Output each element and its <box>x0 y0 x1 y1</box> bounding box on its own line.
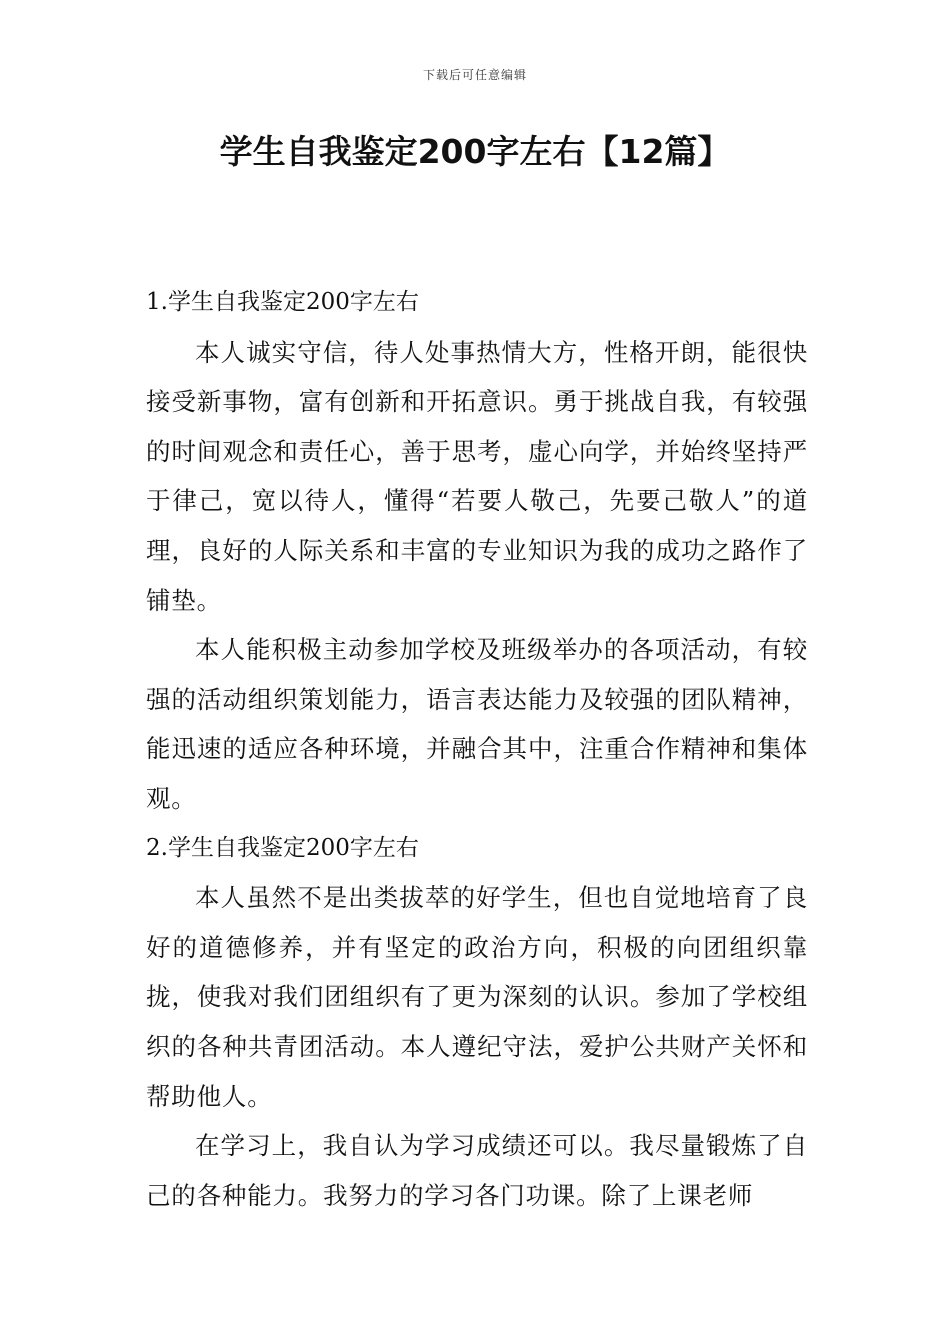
paragraph: 本人诚实守信，待人处事热情大方，性格开朗，能很快接受新事物，富有创新和开拓意识。勇于挑战自我，有较强的时间观念和责任心，善于思考，虚心向学，并始终坚持严于律己，宽以待人，懂得“若要人敬己，先要己敬人”的道理，良好的人际关系和丰富的专业知识为我的成功之路作了铺垫。 <box>146 337 808 615</box>
section-2 <box>146 824 808 1221</box>
section-1 <box>146 278 808 824</box>
header-note: 下载后可任意编辑 <box>422 68 527 82</box>
section-heading: 1.学生自我鉴定200字左右 <box>146 289 419 315</box>
document-body <box>146 278 808 1220</box>
paragraph: 在学习上，我自认为学习成绩还可以。我尽量锻炼了自己的各种能力。我努力的学习各门功课。除了上课老师 <box>146 1131 808 1210</box>
paragraph: 本人虽然不是出类拔萃的好学生，但也自觉地培育了良好的道德修养，并有坚定的政治方向，积极的向团组织靠拢，使我对我们团组织有了更为深刻的认识。参加了学校组织的各种共青团活动。本人遵纪守法，爱护公共财产关怀和帮助他人。 <box>146 883 808 1111</box>
section-heading: 2.学生自我鉴定200字左右 <box>146 834 419 861</box>
document-title: 学生自我鉴定200字左右【12篇】 <box>219 132 731 171</box>
paragraph: 本人能积极主动参加学校及班级举办的各项活动，有较强的活动组织策划能力，语言表达能力及较强的团队精神，能迅速的适应各种环境，并融合其中，注重合作精神和集体观。 <box>146 635 808 813</box>
